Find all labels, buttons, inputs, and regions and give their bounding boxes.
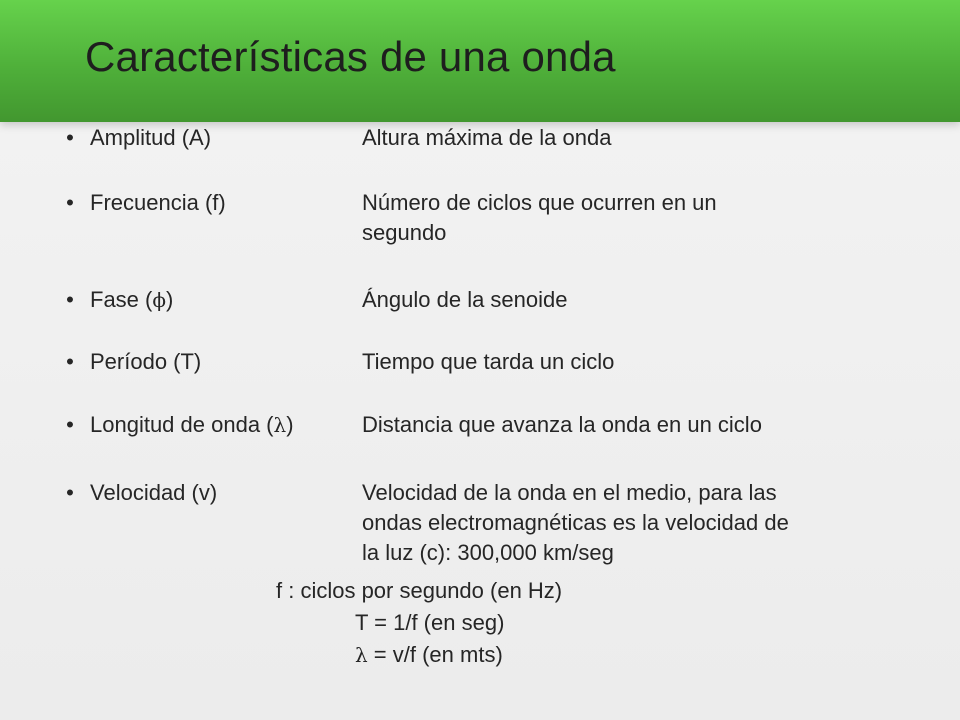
bullet: •: [66, 480, 74, 505]
lambda-symbol: λ: [273, 413, 287, 437]
description-amplitude: [362, 123, 902, 153]
description-line: Velocidad de la onda en el medio, para las: [362, 480, 777, 505]
bullet: •: [66, 412, 74, 437]
formula-wavelength-text: = v/f (en mts): [367, 642, 503, 667]
term-phase-suffix: ): [166, 287, 174, 312]
bullet: •: [66, 125, 74, 150]
description-line: Distancia que avanza la onda en un ciclo: [362, 412, 762, 437]
description-phase: [362, 285, 902, 315]
description-line: la luz (c): 300,000 km/seg: [362, 540, 614, 565]
description-line: Altura máxima de la onda: [362, 125, 612, 150]
description-line: ondas electromagnéticas es la velocidad de: [362, 510, 789, 535]
description-period: [362, 347, 902, 377]
term-period: Período (T): [90, 349, 202, 374]
term-wavelength-prefix: Longitud de onda (: [90, 412, 274, 437]
phi-symbol: ϕ: [152, 288, 166, 312]
term-amplitude: Amplitud (A): [90, 125, 212, 150]
description-frequency: [362, 188, 902, 248]
description-line: Tiempo que tarda un ciclo: [362, 349, 615, 374]
term-frequency: Frecuencia (f): [90, 190, 226, 215]
description-line: Ángulo de la senoide: [362, 287, 568, 312]
description-wavelength: [362, 410, 902, 440]
slide-title: Características de una onda: [85, 33, 616, 80]
formula-frequency: f : ciclos por segundo (en Hz): [276, 578, 563, 603]
term-velocity: Velocidad (v): [90, 480, 218, 505]
term-wavelength: [90, 410, 294, 440]
term-phase: [90, 285, 173, 315]
bullet: •: [66, 287, 74, 312]
bullet: •: [66, 190, 74, 215]
formula-period: T = 1/f (en seg): [355, 610, 505, 635]
formula-wavelength: [355, 640, 503, 670]
term-wavelength-suffix: ): [286, 412, 294, 437]
lambda-symbol: λ: [355, 643, 368, 667]
description-velocity: [362, 478, 902, 568]
bullet: •: [66, 349, 74, 374]
term-phase-prefix: Fase (: [90, 287, 153, 312]
description-line: Número de ciclos que ocurren en un: [362, 190, 717, 215]
description-line: segundo: [362, 220, 447, 245]
